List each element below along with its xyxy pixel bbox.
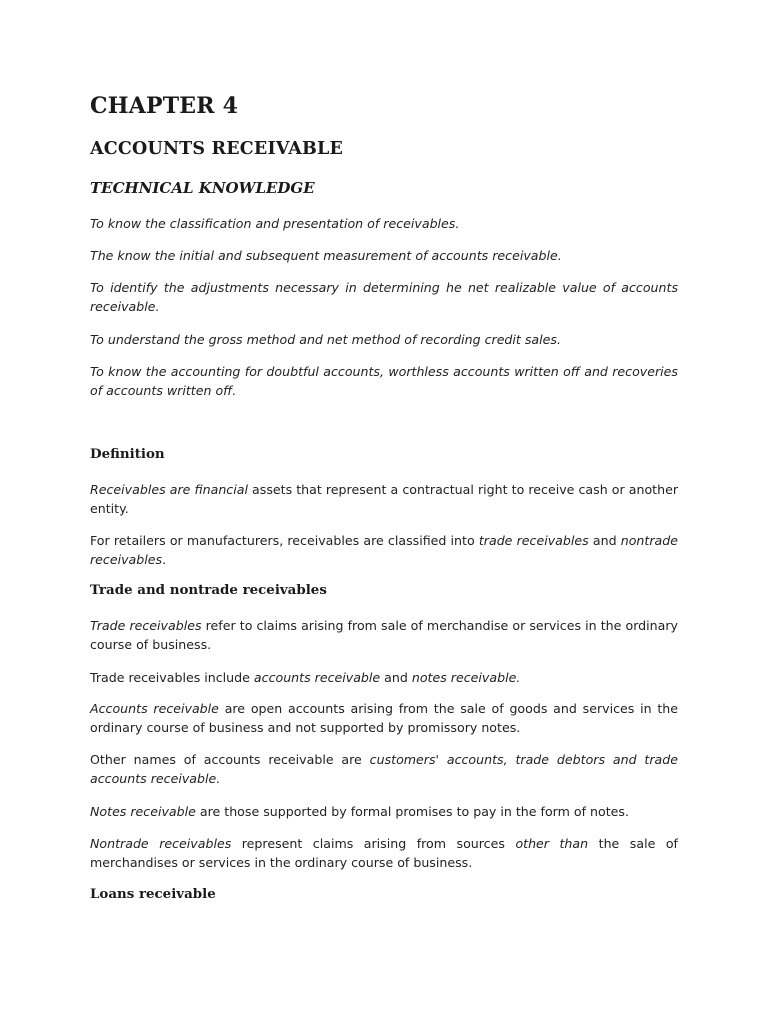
trade-paragraph-6: Nontrade receivables represent claims arising from sources other than the sale of merchandises or services in the ordinary course of business. (90, 836, 678, 870)
trade-paragraph-1: Trade receivables refer to claims arising from sale of merchandise or services in the ordinary course of business. (90, 618, 678, 652)
trade-heading: Trade and nontrade receivables (90, 582, 327, 598)
objective-5: To know the accounting for doubtful accounts, worthless accounts written off and recoveries of accounts written off. (90, 364, 678, 398)
trade-paragraph-3: Accounts receivable are open accounts arising from the sale of goods and services in the ordinary course of business and not supported by promissory notes. (90, 701, 678, 735)
objective-3: To identify the adjustments necessary in determining he net realizable value of accounts receivable. (90, 280, 678, 314)
definition-paragraph-2: For retailers or manufacturers, receivables are classified into trade receivables and nontrade receivables. (90, 533, 678, 567)
section-subtitle: TECHNICAL KNOWLEDGE (90, 179, 315, 197)
objective-4: To understand the gross method and net method of recording credit sales. (90, 332, 561, 347)
trade-paragraph-4: Other names of accounts receivable are customers' accounts, trade debtors and trade accounts receivable. (90, 752, 678, 786)
chapter-title: ACCOUNTS RECEIVABLE (90, 139, 344, 159)
definition-paragraph-1: Receivables are financial assets that represent a contractual right to receive cash or another entity. (90, 482, 679, 516)
definition-heading: Definition (90, 446, 165, 462)
trade-paragraph-2: Trade receivables include accounts receivable and notes receivable. (90, 670, 521, 685)
chapter-number: CHAPTER 4 (90, 93, 239, 119)
objective-1: To know the classification and presentation of receivables. (90, 216, 460, 231)
loans-heading: Loans receivable (90, 886, 216, 902)
trade-paragraph-5: Notes receivable are those supported by formal promises to pay in the form of notes. (90, 804, 629, 819)
objective-2: The know the initial and subsequent measurement of accounts receivable. (90, 248, 562, 263)
